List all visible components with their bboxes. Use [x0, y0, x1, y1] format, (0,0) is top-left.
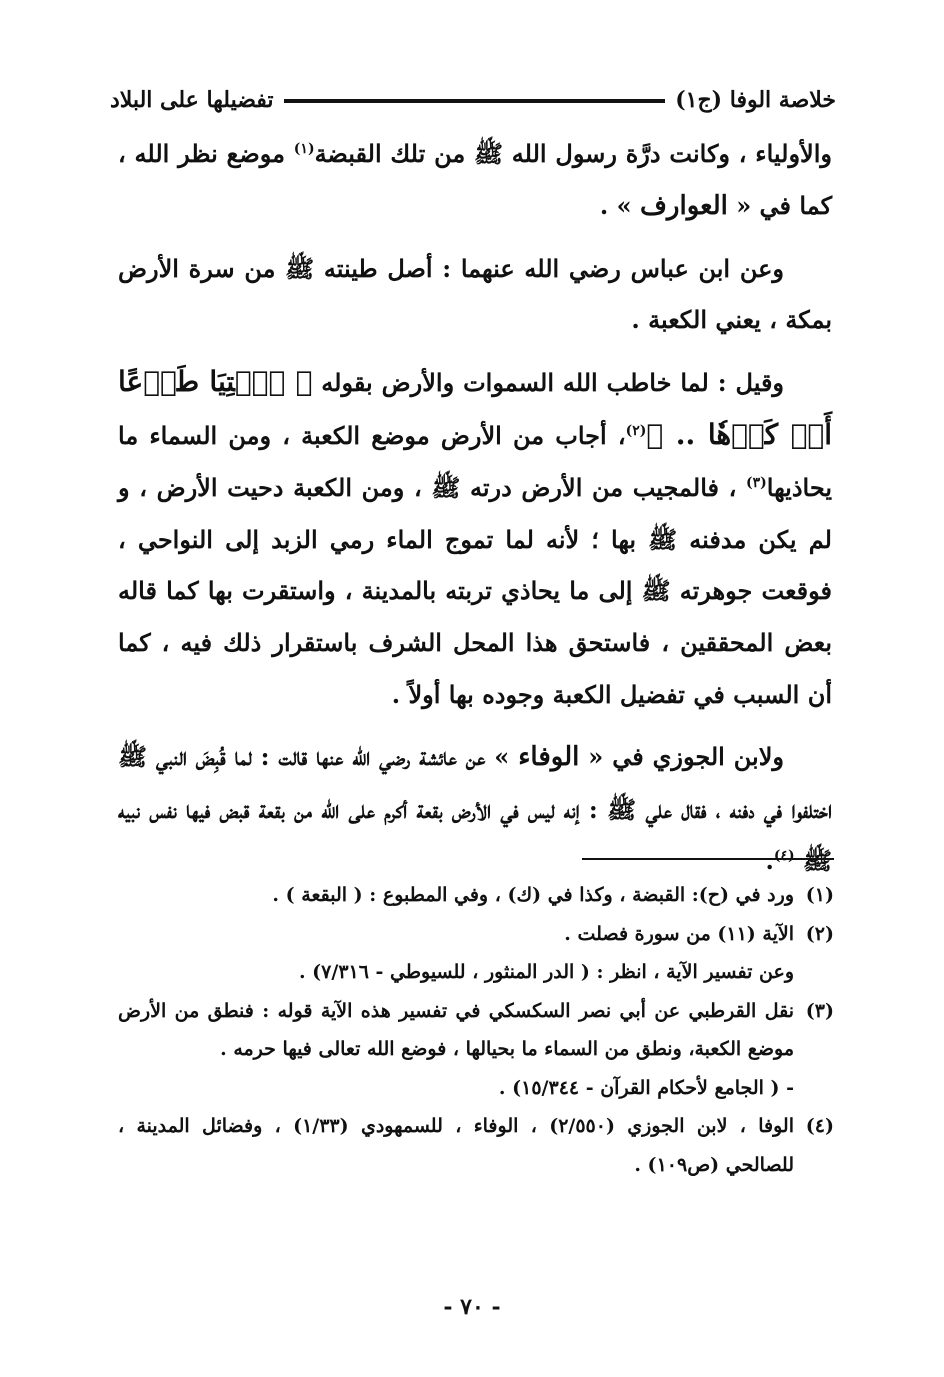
- running-header: [110, 82, 836, 118]
- paragraph-3: [118, 356, 832, 721]
- footnote-number: (٤): [805, 1115, 834, 1137]
- footnote-3-continuation: - ( الجامع لأحكام القرآن - ١٥/٣٤٤) .: [498, 1076, 794, 1099]
- footnote-text: الوفا ، لابن الجوزي (٢/٥٥٠) ، الوفاء ، للسمهودي (١/٣٣) ، وفضائل المدينة ، للصالحي (ص١٠٩) .: [118, 1115, 794, 1176]
- footnote-1: [118, 876, 834, 915]
- main-text: [118, 128, 832, 887]
- header-book-title: خلاصة الوفا (ج١): [675, 87, 836, 113]
- quran-verse: ﴿ ٱئۡتِيَا طَوۡعًا أَوۡ كَرۡهٗا .. ﴾: [118, 365, 832, 451]
- paragraph-1-text-c: » .: [599, 190, 640, 220]
- paragraph-1: [118, 128, 832, 233]
- header-chapter-title: تفضيلها على البلاد: [110, 87, 274, 113]
- footnote-number: (١): [805, 884, 834, 906]
- paragraph-1-text-b: موضع نظر الله ، كما في «: [118, 139, 832, 220]
- paragraph-3-text-a: وقيل : لما خاطب الله السموات والأرض بقوله: [312, 368, 785, 398]
- book-title-awarif: العوارف: [639, 190, 728, 221]
- paragraph-1-text-a: والأولياء ، وكانت درَّة رسول الله ﷺ من تلك القبضة: [314, 139, 832, 168]
- footnote-text: نقل القرطبي عن أبي نصر السكسكي في تفسير هذه الآية قوله : فنطق من الأرض موضع الكعبة، ونطق من السماء ما بحيالها ، فوضع الله تعالى فيها حرمه .: [118, 999, 794, 1060]
- paragraph-2: وعن ابن عباس رضي الله عنهما : أصل طينته ﷺ من سرة الأرض بمكة ، يعني الكعبة .: [118, 253, 832, 335]
- footnotes-separator: [582, 858, 834, 860]
- header-rule: [284, 99, 666, 103]
- footnote-ref-4: (٤): [773, 848, 795, 865]
- paragraph-3-text-c: ، فالمجيب من الأرض درته ﷺ ، ومن الكعبة دحيت الأرض ، و لم يكن مدفنه ﷺ بها ؛ لأنه لما تموج الماء رمي الزبد إلى النواحي ، فوقعت جوهرته ﷺ إلى ما يحاذي تربته بالمدينة ، واستقرت بها كما قاله بعض المحققين ، فاستحق هذا المحل الشرف باستقرار ذلك فيه ، كما أن السبب في تفضيل الكعبة وجوده بها أولاً .: [118, 472, 832, 709]
- footnote-ref-3: (٣): [745, 474, 767, 491]
- paragraph-3-text-b: ، أجاب من الأرض موضع الكعبة ، ومن السماء ما يحاذيها: [118, 420, 832, 502]
- paragraph-4-text-c: .: [765, 846, 774, 876]
- footnote-4: [118, 1107, 834, 1184]
- footnote-ref-2: (٢): [625, 422, 647, 439]
- footnote-2: [118, 915, 834, 954]
- page-number: - ٧٠ -: [443, 1294, 501, 1320]
- footnote-text: الآية (١١) من سورة فصلت .: [564, 922, 794, 945]
- footnote-text: ورد في (ح): القبضة ، وكذا في (ك) ، وفي المطبوع : ( البقعة ) .: [272, 884, 794, 906]
- footnote-ref-1: (١): [293, 141, 315, 157]
- footnote-number: (٣): [805, 999, 834, 1022]
- footnotes: [118, 876, 834, 1184]
- footnote-3: [118, 992, 834, 1069]
- book-title-wafa: الوفاء: [518, 741, 580, 772]
- footnote-number: (٢): [805, 922, 834, 945]
- paragraph-4: [118, 731, 832, 887]
- footnote-2-continuation: وعن تفسير الآية ، انظر : ( الدر المنثور ، للسيوطي - ٧/٣١٦) .: [298, 961, 794, 983]
- paragraph-4-text-a: ولابن الجوزي في «: [579, 741, 784, 771]
- paragraph-4-text-b: » عن عائشة رضي الله عنها قالت : لما قُبِضَ النبي ﷺ اختلفوا في دفنه ، فقال علي ﷺ : إنه ليس في الأرض بقعة أكرم على الله من بقعة قبض فيها نفس نبيه ﷺ: [118, 741, 832, 876]
